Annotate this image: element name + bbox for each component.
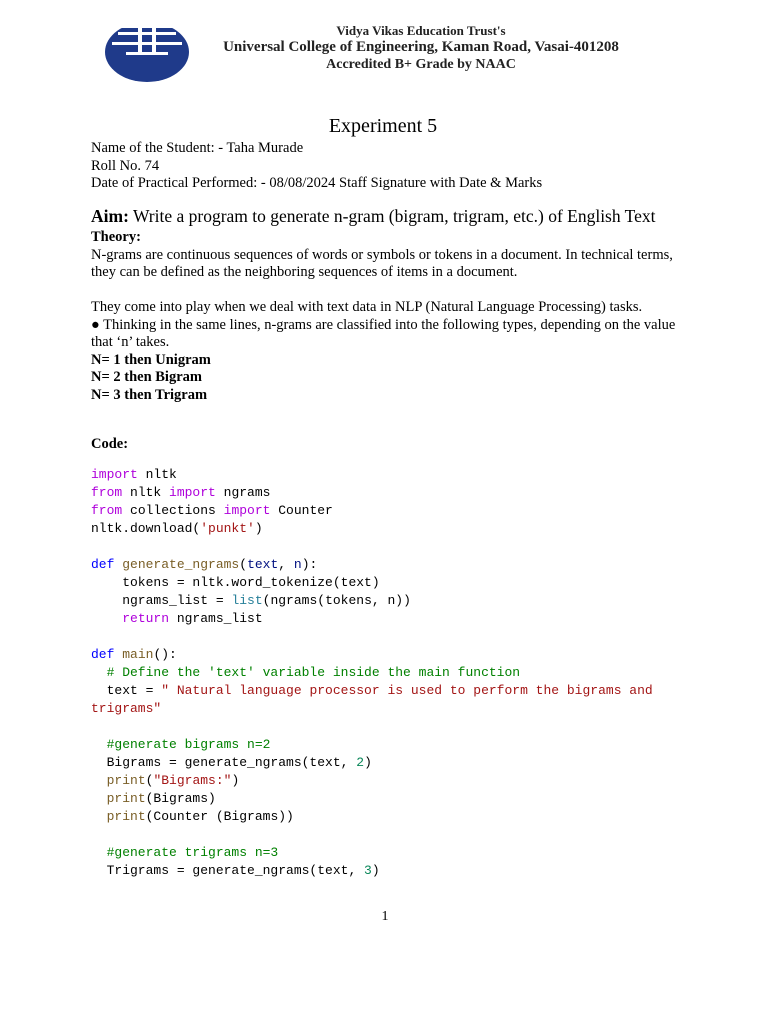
document-body: [91, 140, 681, 453]
unigram-line: N= 1 then Unigram: [91, 351, 211, 368]
page-title: Experiment 5: [328, 115, 438, 137]
trust-name: Vidya Vikas Education Trust's: [336, 23, 506, 38]
code-line: Trigrams = generate_ngrams(text, 3): [91, 863, 380, 878]
code-line-blank: [91, 538, 653, 556]
theory-bullet: ● Thinking in the same lines, n-grams are classified into the following types, depending on the value that ‘n’ takes.: [91, 316, 676, 351]
code-line: nltk.download('punkt'): [91, 521, 263, 536]
aim-label: Aim:: [91, 205, 129, 226]
code-line: print("Bigrams:"): [106, 773, 240, 788]
roll-number: Roll No. 74: [91, 157, 160, 174]
code-line: text = " Natural language processor is used to perform the bigrams and: [91, 683, 653, 698]
practical-date: Date of Practical Performed: - 08/08/2024 Staff Signature with Date & Marks: [91, 175, 543, 192]
theory-label: Theory:: [91, 228, 141, 245]
code-line: def main():: [91, 647, 177, 662]
code-line: from nltk import ngrams: [91, 485, 271, 500]
theory-paragraph-2: They come into play when we deal with text data in NLP (Natural Language Processing) tasks.: [91, 298, 643, 315]
code-line: Bigrams = generate_ngrams(text, 2): [91, 755, 372, 770]
trigram-line: N= 3 then Trigram: [91, 386, 208, 403]
college-logo: [102, 14, 192, 84]
code-line-blank: [91, 628, 653, 646]
theory-paragraph-1: N-grams are continuous sequences of words or symbols or tokens in a document. In technical terms, they can be defined as the neighboring sequences of items in a document.: [91, 246, 673, 281]
code-line: tokens = nltk.word_tokenize(text): [91, 575, 380, 590]
code-line-blank: [91, 826, 653, 844]
page-number: 1: [381, 909, 389, 924]
document-header: [0, 0, 768, 95]
code-label: Code:: [91, 435, 129, 452]
code-line: print(Counter (Bigrams)): [106, 809, 294, 824]
bigram-line: N= 2 then Bigram: [91, 369, 202, 386]
code-line: #generate bigrams n=2: [91, 737, 271, 752]
code-line: from collections import Counter: [91, 503, 333, 518]
code-line: def generate_ngrams(text, n):: [91, 557, 318, 572]
code-line: #generate trigrams n=3: [91, 845, 279, 860]
institution-block: [221, 24, 621, 74]
accreditation: Accredited B+ Grade by NAAC: [326, 57, 516, 72]
code-line: print(Bigrams): [106, 791, 216, 806]
code-line: trigrams": [91, 701, 162, 716]
code-line: import nltk: [91, 467, 177, 482]
student-name: Name of the Student: - Taha Murade: [91, 140, 304, 156]
code-line: # Define the 'text' variable inside the main function: [91, 665, 521, 680]
college-name: Universal College of Engineering, Kaman Road, Vasai-401208: [223, 39, 619, 55]
code-block: [91, 466, 653, 880]
code-line: ngrams_list = list(ngrams(tokens, n)): [91, 593, 411, 608]
aim-section: [91, 207, 681, 247]
aim-text: Write a program to generate n-gram (bigram, trigram, etc.) of English Text: [132, 205, 656, 226]
code-line-blank: [91, 718, 653, 736]
code-line: return ngrams_list: [122, 611, 263, 626]
